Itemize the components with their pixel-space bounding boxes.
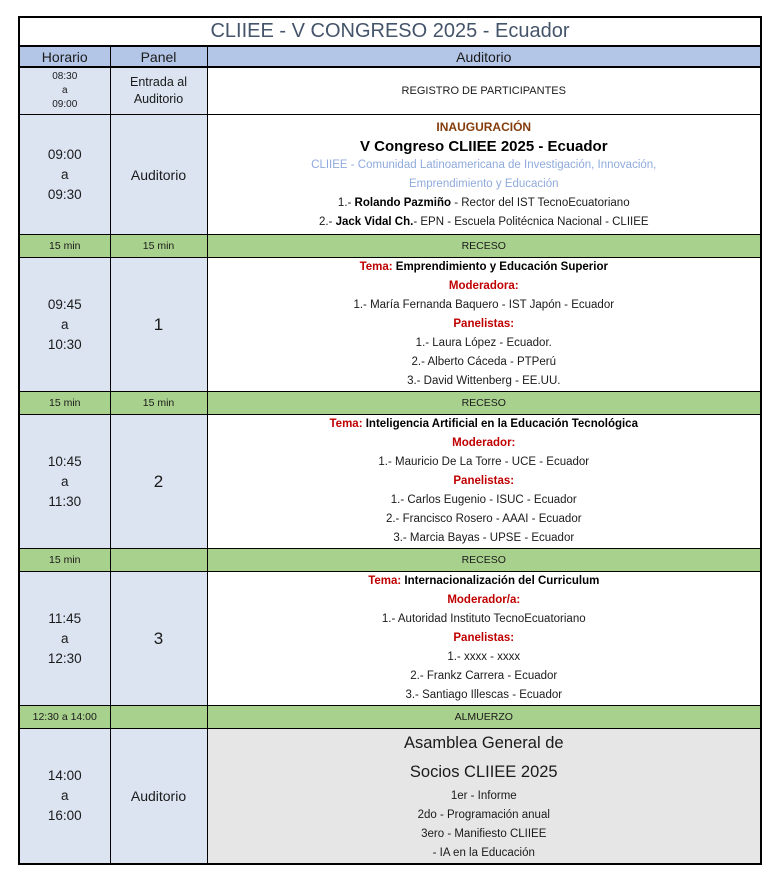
moderator-line: 1.- Mauricio De La Torre - UCE - Ecuador	[378, 456, 590, 468]
tema-line: Tema: Internacionalización del Curriculum	[368, 575, 600, 587]
row-receso-3	[19, 549, 761, 572]
time-cell: 08:30 a 09:00	[19, 67, 110, 115]
time-cell: 11:45 a 12:30	[19, 572, 110, 706]
receso-duration: 15 min	[110, 235, 207, 258]
panelist-line: 2.- Francisco Rosero - AAAI - Ecuador	[385, 513, 582, 525]
asamblea-item: 2do - Programación anual	[417, 809, 550, 821]
congress-subtitle: V Congreso CLIIEE 2025 - Ecuador	[359, 137, 608, 155]
speaker-line: 2.- Jack Vidal Ch.- EPN - Escuela Politécnica Nacional - CLIIEE	[318, 215, 649, 228]
column-header-horario: Horario	[19, 46, 110, 67]
panelist-line: 2.- Frankz Carrera - Ecuador	[410, 670, 558, 682]
tema-line: Tema: Inteligencia Artificial en la Educación Tecnológica	[329, 418, 638, 430]
panelists-label: Panelistas:	[453, 318, 515, 330]
receso-duration-empty	[110, 549, 207, 572]
row-receso-1	[19, 235, 761, 258]
column-header-panel: Panel	[110, 46, 207, 67]
header-row	[19, 46, 761, 67]
panel-number: 2	[110, 415, 207, 549]
moderator-label: Moderador/a:	[447, 594, 521, 606]
moderator-label: Moderador:	[452, 437, 516, 449]
receso-duration: 15 min	[19, 392, 110, 415]
asamblea-title: Socios CLIIEE 2025	[409, 763, 558, 781]
panelist-line: 1.- Laura López - Ecuador.	[415, 337, 552, 349]
asamblea-title: Asamblea General de	[403, 734, 564, 752]
time-cell: 14:00 a 16:00	[19, 729, 110, 865]
panelist-line: 3.- Marcia Bayas - UPSE - Ecuador	[393, 532, 575, 544]
asamblea-item: 1er - Informe	[450, 790, 517, 802]
panelist-line: 2.- Alberto Cáceda - PTPerú	[411, 356, 556, 368]
moderator-label: Moderadora:	[448, 280, 519, 292]
row-registro	[19, 67, 761, 115]
receso-duration: 15 min	[19, 235, 110, 258]
receso-label: RECESO	[207, 392, 761, 415]
panelist-line: 1.- xxxx - xxxx	[447, 651, 521, 663]
receso-label: RECESO	[207, 235, 761, 258]
tema-line: Tema: Emprendimiento y Educación Superior	[359, 261, 608, 273]
cliiee-description: Emprendimiento y Educación	[408, 177, 559, 190]
content-cell	[207, 258, 761, 392]
panelist-line: 1.- Carlos Eugenio - ISUC - Ecuador	[390, 494, 577, 506]
registro-label: REGISTRO DE PARTICIPANTES	[401, 85, 566, 97]
row-receso-2	[19, 392, 761, 415]
receso-duration: 15 min	[19, 549, 110, 572]
almuerzo-time: 12:30 a 14:00	[19, 706, 110, 729]
inauguracion-heading: INAUGURACIÓN	[436, 119, 532, 134]
content-cell	[207, 115, 761, 235]
panelist-line: 3.- David Wittenberg - EE.UU.	[407, 375, 561, 387]
row-almuerzo	[19, 706, 761, 729]
speaker-line: 1.- Rolando Pazmiño - Rector del IST TecnoEcuatoriano	[337, 196, 630, 209]
panel-cell: Auditorio	[110, 729, 207, 865]
content-cell	[207, 729, 761, 865]
schedule-table	[18, 16, 762, 865]
panel-number: 1	[110, 258, 207, 392]
panel-number: 3	[110, 572, 207, 706]
cliiee-description: CLIIEE - Comunidad Latinoamericana de Investigación, Innovación,	[311, 158, 657, 171]
time-cell: 10:45 a 11:30	[19, 415, 110, 549]
asamblea-item: 3ero - Manifiesto CLIIEE	[421, 828, 547, 840]
time-cell: 09:45 a 10:30	[19, 258, 110, 392]
panel-cell: Auditorio	[110, 115, 207, 235]
title-row	[19, 17, 761, 46]
row-asamblea	[19, 729, 761, 865]
content-cell	[207, 67, 761, 115]
moderator-line: 1.- María Fernanda Baquero - IST Japón - Ecuador	[353, 299, 615, 311]
asamblea-item: - IA en la Educación	[432, 847, 535, 859]
row-inauguracion	[19, 115, 761, 235]
panelists-label: Panelistas:	[453, 632, 515, 644]
content-cell	[207, 415, 761, 549]
moderator-line: 1.- Autoridad Instituto TecnoEcuatoriano	[381, 613, 586, 625]
time-cell: 09:00 a 09:30	[19, 115, 110, 235]
column-header-auditorio: Auditorio	[207, 46, 761, 67]
almuerzo-empty	[110, 706, 207, 729]
panelists-label: Panelistas:	[453, 475, 515, 487]
row-panel-2	[19, 415, 761, 549]
receso-label: RECESO	[207, 549, 761, 572]
row-panel-3	[19, 572, 761, 706]
receso-duration: 15 min	[110, 392, 207, 415]
panel-cell: Entrada al Auditorio	[110, 67, 207, 115]
row-panel-1	[19, 258, 761, 392]
content-cell	[207, 572, 761, 706]
panelist-line: 3.- Santiago Illescas - Ecuador	[405, 689, 563, 701]
page-title: CLIIEE - V CONGRESO 2025 - Ecuador	[19, 17, 761, 46]
almuerzo-label: ALMUERZO	[207, 706, 761, 729]
